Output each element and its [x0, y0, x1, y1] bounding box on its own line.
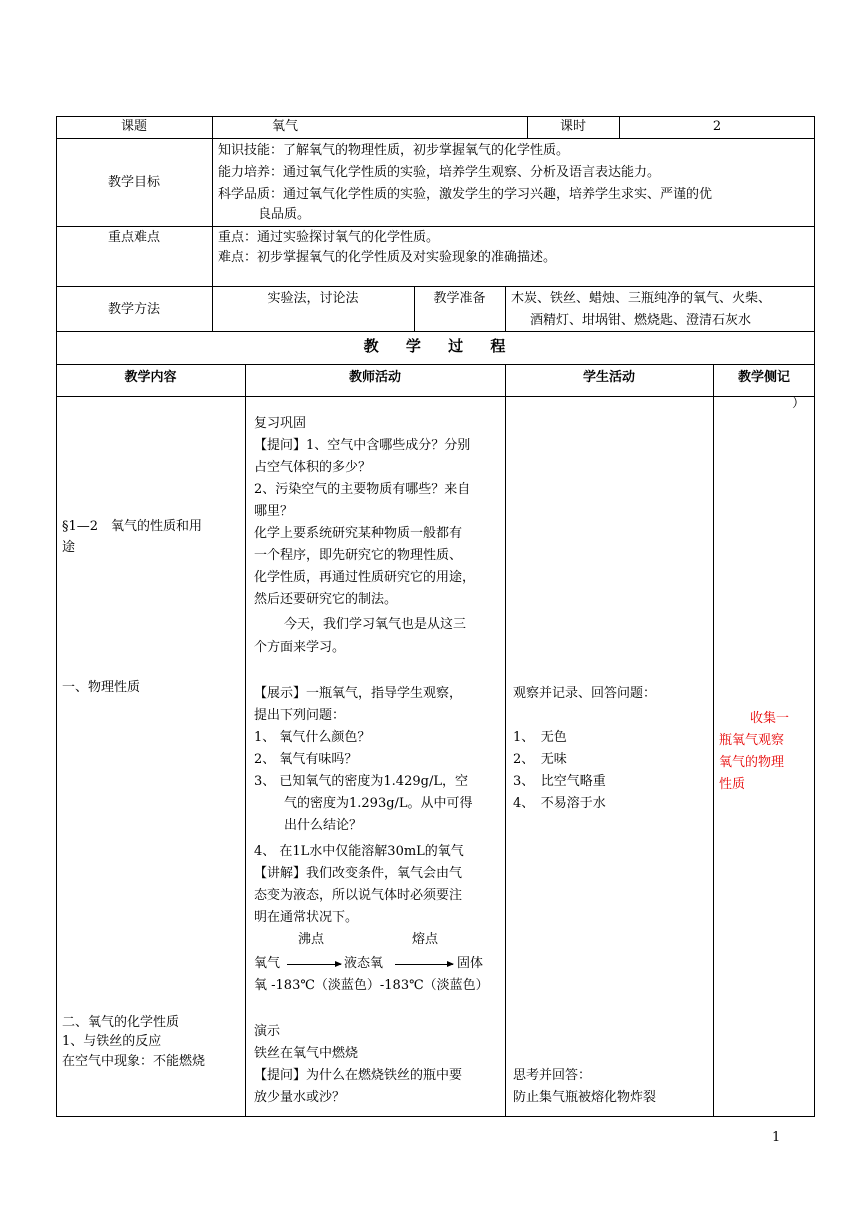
subject-value: 氧气 [272, 119, 299, 134]
side-note-line: 收集一 [750, 711, 790, 726]
teacher-line: 【提问】1、空气中含哪些成分？分别 [254, 438, 471, 453]
teacher-line: 【提问】为什么在燃烧铁丝的瓶中要 [254, 1068, 463, 1083]
prep-label: 教学准备 [433, 291, 486, 306]
page-number: 1 [772, 1130, 781, 1145]
col-header-content: 教学内容 [124, 370, 177, 385]
question-item: 2、 氧气有味吗？ [254, 752, 358, 767]
section-heading: §1—2 氧气的性质和用 [62, 519, 203, 534]
side-note-line: 性质 [719, 777, 746, 792]
physical-heading: 一、物理性质 [62, 680, 141, 695]
side-note-line: 瓶氧气观察 [719, 733, 785, 748]
chemical-heading: 二、氧气的化学性质 [62, 1015, 180, 1030]
student-line: 观察并记录、回答问题： [513, 686, 657, 701]
method-label: 教学方法 [107, 302, 160, 317]
side-note-line: 氧气的物理 [719, 755, 785, 770]
col-header-student: 学生活动 [582, 370, 635, 385]
liquid-oxygen: 液态氧 [344, 956, 384, 971]
teacher-line: 放少量水或沙？ [254, 1090, 346, 1105]
objective-line: 良品质。 [258, 207, 311, 222]
arrow-right-icon [395, 964, 453, 965]
melting-point-label: 熔点 [412, 932, 439, 947]
teacher-line: 【展示】一瓶氧气，指导学生观察， [254, 686, 463, 701]
boiling-point-label: 沸点 [298, 932, 325, 947]
teacher-line: 【讲解】我们改变条件，氧气会由气 [254, 866, 463, 881]
col-header-notes: 教学侧记 [737, 370, 790, 385]
teacher-line: 铁丝在氧气中燃烧 [254, 1046, 359, 1061]
air-phenomenon: 在空气中现象：不能燃烧 [62, 1054, 206, 1069]
subject-label: 课题 [120, 119, 147, 134]
keypoints-label: 重点难点 [107, 230, 160, 245]
student-answer: 1、 无色 [513, 730, 567, 745]
objectives-label: 教学目标 [107, 175, 160, 190]
demo-heading: 演示 [254, 1024, 281, 1039]
paren-mark: ） [792, 396, 806, 411]
objective-line: 科学品质：通过氧气化学性质的实验，激发学生的学习兴趣，培养学生求实、严谨的优 [218, 187, 713, 202]
student-answer: 4、 不易溶于水 [513, 796, 606, 811]
teacher-line: 2、污染空气的主要物质有哪些？来自 [254, 482, 471, 497]
review-heading: 复习巩固 [254, 416, 307, 431]
question-item: 4、 在1L水中仅能溶解30mL的氧气 [254, 844, 464, 859]
teacher-line: 化学上要系统研究某种物质一般都有 [254, 526, 463, 541]
student-line: 思考并回答： [513, 1068, 592, 1083]
question-item: 1、 氧气什么颜色？ [254, 730, 371, 745]
solid-oxygen: 固体 [457, 956, 484, 971]
oxygen-gas: 氧气 [254, 956, 281, 971]
method-value: 实验法，讨论法 [267, 291, 359, 306]
process-title: 教 学 过 程 [363, 337, 508, 355]
keypoint-line: 难点：初步掌握氧气的化学性质及对实验现象的准确描述。 [218, 250, 557, 265]
section-heading-cont: 途 [62, 540, 76, 555]
objective-line: 能力培养：通过氧气化学性质的实验，培养学生观察、分析及语言表达能力。 [218, 165, 661, 180]
teacher-line: 提出下列问题： [254, 708, 346, 723]
teacher-line: 一个程序，即先研究它的物理性质、 [254, 548, 463, 563]
keypoint-line: 重点：通过实验探讨氧气的化学性质。 [218, 230, 440, 245]
question-item-cont: 气的密度为1.293g/L。从中可得 [284, 796, 473, 811]
teacher-line: 化学性质，再通过性质研究它的用途， [254, 570, 476, 585]
teacher-line: 哪里？ [254, 504, 294, 519]
objective-line: 知识技能：了解氧气的物理性质，初步掌握氧气的化学性质。 [218, 143, 570, 158]
student-answer: 2、 无味 [513, 752, 567, 767]
teacher-line: 态变为液态，所以说气体时必须要注 [254, 888, 463, 903]
teacher-line: 明在通常状况下。 [254, 910, 359, 925]
teacher-line: 占空气体积的多少？ [254, 460, 372, 475]
question-item-cont: 出什么结论？ [284, 818, 363, 833]
teacher-line: 个方面来学习。 [254, 640, 346, 655]
iron-reaction: 1、与铁丝的反应 [62, 1034, 162, 1049]
prep-line: 酒精灯、坩埚钳、燃烧匙、澄清石灰水 [530, 313, 752, 328]
question-item: 3、 已知氧气的密度为1.429g/L，空 [254, 774, 468, 789]
hours-label: 课时 [559, 119, 586, 134]
arrow-right-icon [287, 964, 341, 965]
teacher-line: 然后还要研究它的制法。 [254, 592, 398, 607]
temperature-line: 氧 -183℃（淡蓝色）-183℃（淡蓝色） [254, 978, 489, 993]
student-line: 防止集气瓶被熔化物炸裂 [513, 1090, 657, 1105]
student-answer: 3、 比空气略重 [513, 774, 606, 789]
col-header-teacher: 教师活动 [348, 370, 401, 385]
teacher-line: 今天，我们学习氧气也是从这三 [284, 617, 467, 632]
hours-value: 2 [712, 119, 722, 134]
prep-line: 木炭、铁丝、蜡烛、三瓶纯净的氧气、火柴、 [511, 291, 772, 306]
